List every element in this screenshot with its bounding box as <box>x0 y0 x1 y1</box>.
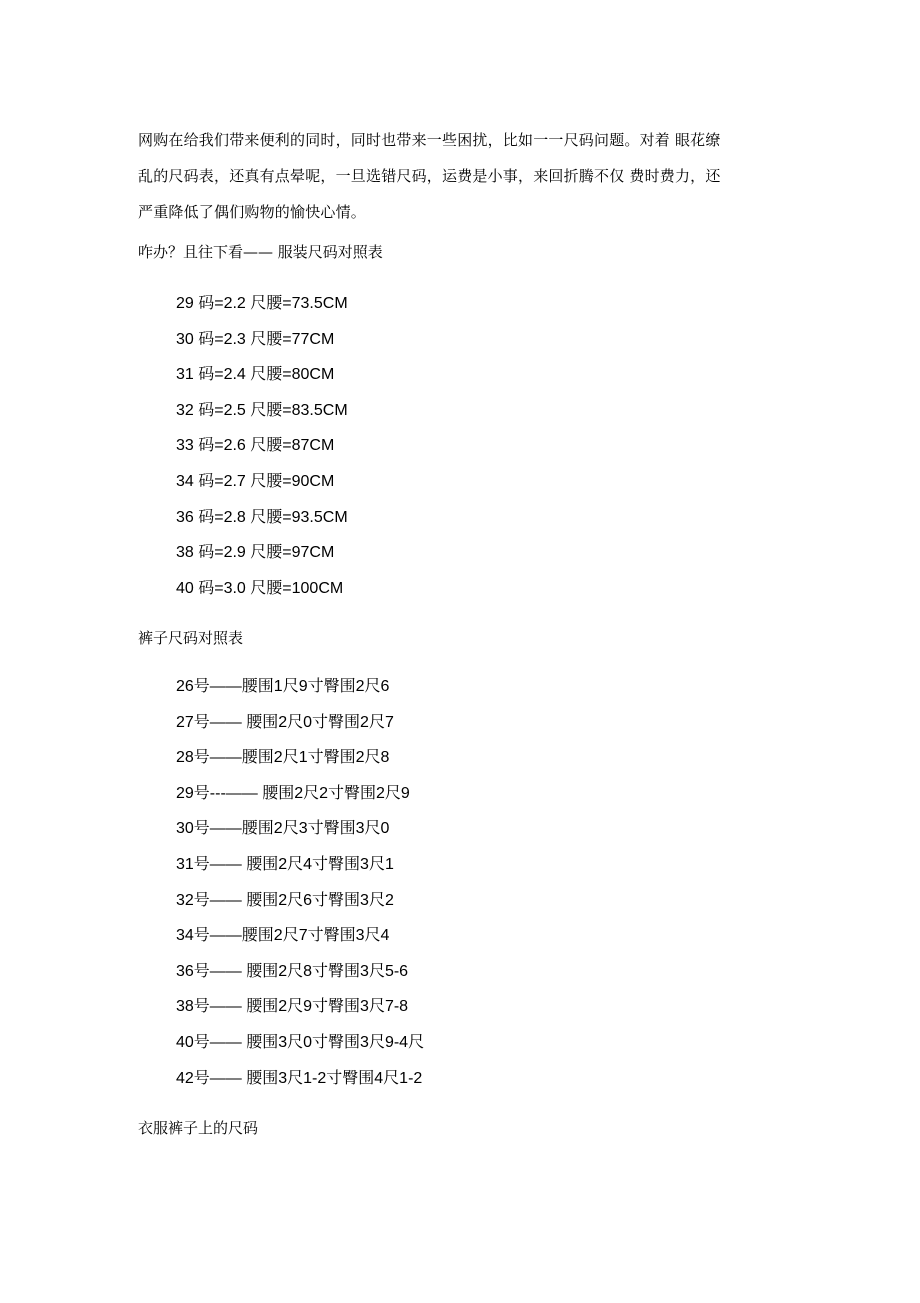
list-item: 30号——腰围2尺3寸臀围3尺0 <box>176 820 390 838</box>
list-item: 42号—— 腰围3尺1-2寸臀围4尺1-2 <box>176 1069 423 1087</box>
list-item: 38号—— 腰围2尺9寸臀围3尺7-8 <box>176 998 409 1016</box>
list-item: 29 码=2.2 尺腰=73.5CM <box>176 295 348 312</box>
intro-line-3: 严重降低了偶们购物的愉快心情。 <box>138 203 367 221</box>
list-item: 36号—— 腰围2尺8寸臀围3尺5-6 <box>176 962 409 980</box>
list-item: 40 码=3.0 尺腰=100CM <box>176 579 344 597</box>
intro-paragraph <box>138 122 778 230</box>
list-item: 31号—— 腰围2尺4寸臀围3尺1 <box>176 855 394 873</box>
intro-line-1: 网购在给我们带来便利的同时，同时也带来一些困扰，比如一一尺码问题。对着 眼花缭 <box>138 131 721 149</box>
intro-line-2: 乱的尺码表，还真有点晕呢，一旦选错尺码，运费是小事，来回折腾不仅 费时费力，还 <box>138 167 721 185</box>
pants-chart-heading: 裤子尺码对照表 <box>138 629 244 647</box>
list-item: 34号——腰围2尺7寸臀围3尺4 <box>176 927 390 945</box>
list-item: 33 码=2.6 尺腰=87CM <box>176 437 335 455</box>
list-item: 28号——腰围2尺1寸臀围2尺8 <box>176 749 390 767</box>
size-chart-heading: 咋办？且往下看—— 服装尺码对照表 <box>138 243 383 261</box>
list-item: 38 码=2.9 尺腰=97CM <box>176 544 335 562</box>
list-item: 40号—— 腰围3尺0寸臀围3尺9-4尺 <box>176 1033 425 1051</box>
list-item: 34 码=2.7 尺腰=90CM <box>176 472 335 490</box>
list-item: 36 码=2.8 尺腰=93.5CM <box>176 508 348 526</box>
list-item: 30 码=2.3 尺腰=77CM <box>176 330 335 348</box>
list-item: 27号—— 腰围2尺0寸臀围2尺7 <box>176 713 394 731</box>
list-item: 32 码=2.5 尺腰=83.5CM <box>176 401 348 419</box>
list-item: 31 码=2.4 尺腰=80CM <box>176 366 335 384</box>
list-item: 26号——腰围1尺9寸臀围2尺6 <box>176 678 390 695</box>
clothing-size-list <box>176 286 348 606</box>
list-item: 29号---—— 腰围2尺2寸臀围2尺9 <box>176 784 410 802</box>
pants-size-list <box>176 669 424 1096</box>
list-item: 32号—— 腰围2尺6寸臀围3尺2 <box>176 891 394 909</box>
garment-size-heading: 衣服裤子上的尺码 <box>138 1119 259 1137</box>
